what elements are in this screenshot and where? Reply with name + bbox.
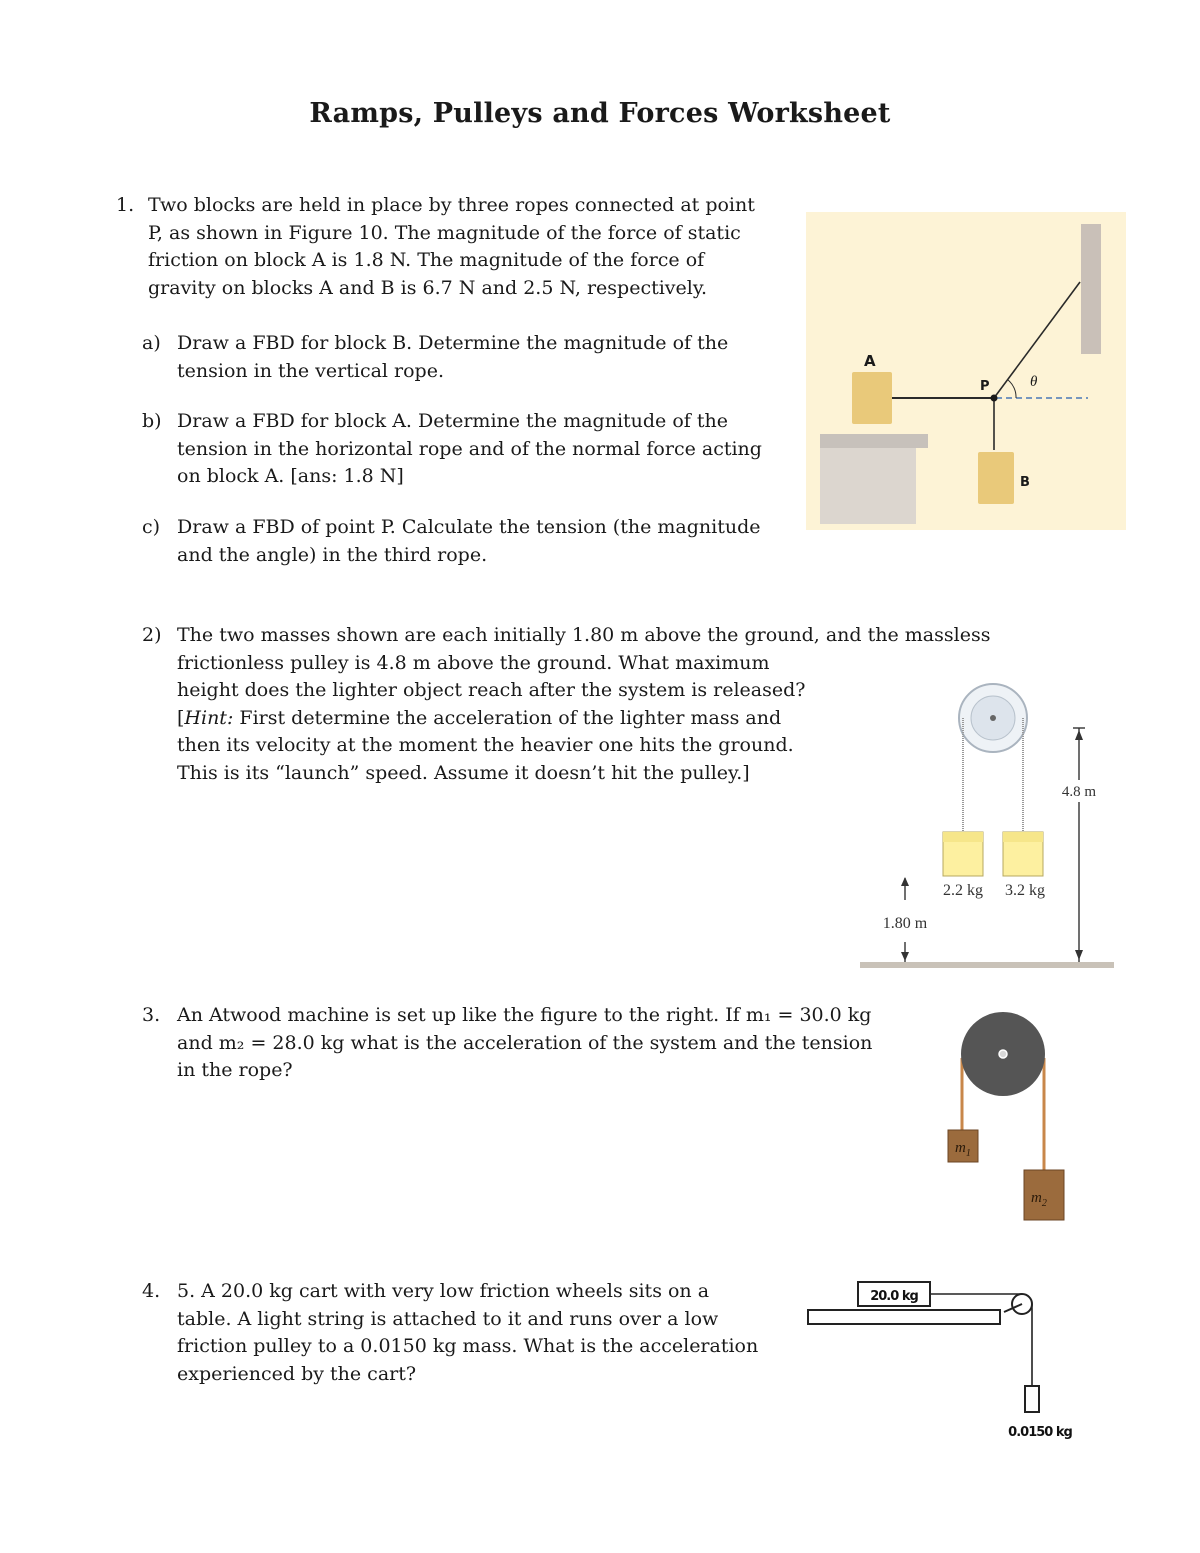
hint-label: Hint: (184, 706, 234, 729)
q1c-line: Draw a FBD of point P. Calculate the tension (the magnitude (177, 516, 761, 538)
label-pulley-height: 4.8 m (1061, 784, 1097, 800)
q1-number: 1. (116, 194, 135, 216)
figure-blocks-ropes (806, 212, 1126, 530)
dimension-arrow-top (1075, 730, 1083, 740)
pulley-axle (990, 715, 996, 721)
label-mass-left: 2.2 kg (943, 882, 983, 899)
q4-line: experienced by the cart? (177, 1362, 417, 1385)
q1c-line: and the angle) in the third rope. (177, 543, 488, 566)
label-p: P (980, 379, 990, 394)
q3-line: and m₂ = 28.0 kg what is the acceleration of the system and the tension (177, 1031, 873, 1054)
q1c-text (177, 514, 760, 569)
q1-text (148, 192, 755, 302)
hint-text: First determine the acceleration of the lighter mass and (233, 706, 782, 729)
label-theta: θ (1030, 374, 1038, 390)
q2-line: frictionless pulley is 4.8 m above the ground. What maximum (177, 651, 770, 674)
figure-atwood-machine (920, 1010, 1070, 1225)
table (808, 1310, 1000, 1324)
label-cart-mass: 20.0 kg (870, 1289, 918, 1304)
q1a-text (177, 330, 728, 385)
hanging-mass (1025, 1386, 1039, 1412)
q1b-line: tension in the horizontal rope and of the normal force acting (177, 437, 762, 460)
label-mass-right: 3.2 kg (1005, 882, 1045, 899)
mass-m2 (1024, 1170, 1064, 1220)
q1c-label: c) (142, 516, 161, 538)
hint-bracket: [ (177, 706, 185, 729)
label-m1: $m_1$ (955, 1140, 971, 1159)
q4-number: 4. (142, 1280, 161, 1302)
q1a-line: Draw a FBD for block B. Determine the magnitude of the (177, 332, 729, 354)
q2-number: 2) (142, 624, 162, 646)
q1-line: gravity on blocks A and B is 6.7 N and 2.5 N, respectively. (148, 276, 708, 299)
q2-line: height does the lighter object reach after the system is released? (177, 679, 806, 702)
label-hanging-mass: 0.0150 kg (1008, 1425, 1072, 1440)
q1-line: Two blocks are held in place by three ropes connected at point (148, 194, 755, 216)
q1a-line: tension in the vertical rope. (177, 359, 444, 382)
q2-line: This is its “launch” speed. Assume it doesn’t hit the pulley.] (177, 761, 750, 784)
table-top (820, 434, 928, 448)
q2-line: then its velocity at the moment the heavier one hits the ground. (177, 734, 794, 757)
q3-line: An Atwood machine is set up like the figure to the right. If m₁ = 30.0 kg (177, 1004, 872, 1026)
q2-line: The two masses shown are each initially 1.80 m above the ground, and the massless (177, 624, 991, 646)
table-body (820, 448, 916, 524)
q4-line: 5. A 20.0 kg cart with very low friction wheels sits on a (177, 1280, 710, 1302)
small-arrow-bottom (901, 952, 909, 961)
block-b (978, 452, 1014, 504)
mass-left-top (943, 832, 983, 842)
label-mass-height: 1.80 m (882, 915, 928, 932)
ground (860, 962, 1114, 968)
small-arrow-top (901, 877, 909, 886)
q3-text (177, 1002, 872, 1085)
figure-cart-table (800, 1270, 1090, 1445)
q4-line: table. A light string is attached to it and runs over a low (177, 1307, 719, 1330)
q4-line: friction pulley to a 0.0150 kg mass. What is the acceleration (177, 1335, 759, 1358)
label-m2: $m_2$ (1031, 1190, 1047, 1209)
label-b: B (1020, 475, 1030, 490)
point-p (991, 395, 998, 402)
page-title: Ramps, Pulleys and Forces Worksheet (309, 98, 891, 129)
figure-two-masses (850, 680, 1120, 975)
q1b-line: on block A. [ans: 1.8 N] (177, 465, 404, 488)
q1-line: P, as shown in Figure 10. The magnitude of the force of static (148, 221, 741, 244)
q3-number: 3. (142, 1004, 161, 1026)
wall (1081, 224, 1101, 354)
pulley-axle (999, 1050, 1007, 1058)
q1b-text (177, 408, 762, 491)
mass-right-top (1003, 832, 1043, 842)
q1-line: friction on block A is 1.8 N. The magnitude of the force of (148, 249, 705, 272)
block-a (852, 372, 892, 424)
q3-line: in the rope? (177, 1059, 293, 1082)
q1a-label: a) (142, 332, 161, 354)
q1b-label: b) (142, 410, 162, 432)
q1b-line: Draw a FBD for block A. Determine the magnitude of the (177, 410, 728, 432)
dimension-arrow-bottom (1075, 950, 1083, 960)
q4-text (177, 1278, 758, 1388)
label-a: A (864, 352, 876, 370)
